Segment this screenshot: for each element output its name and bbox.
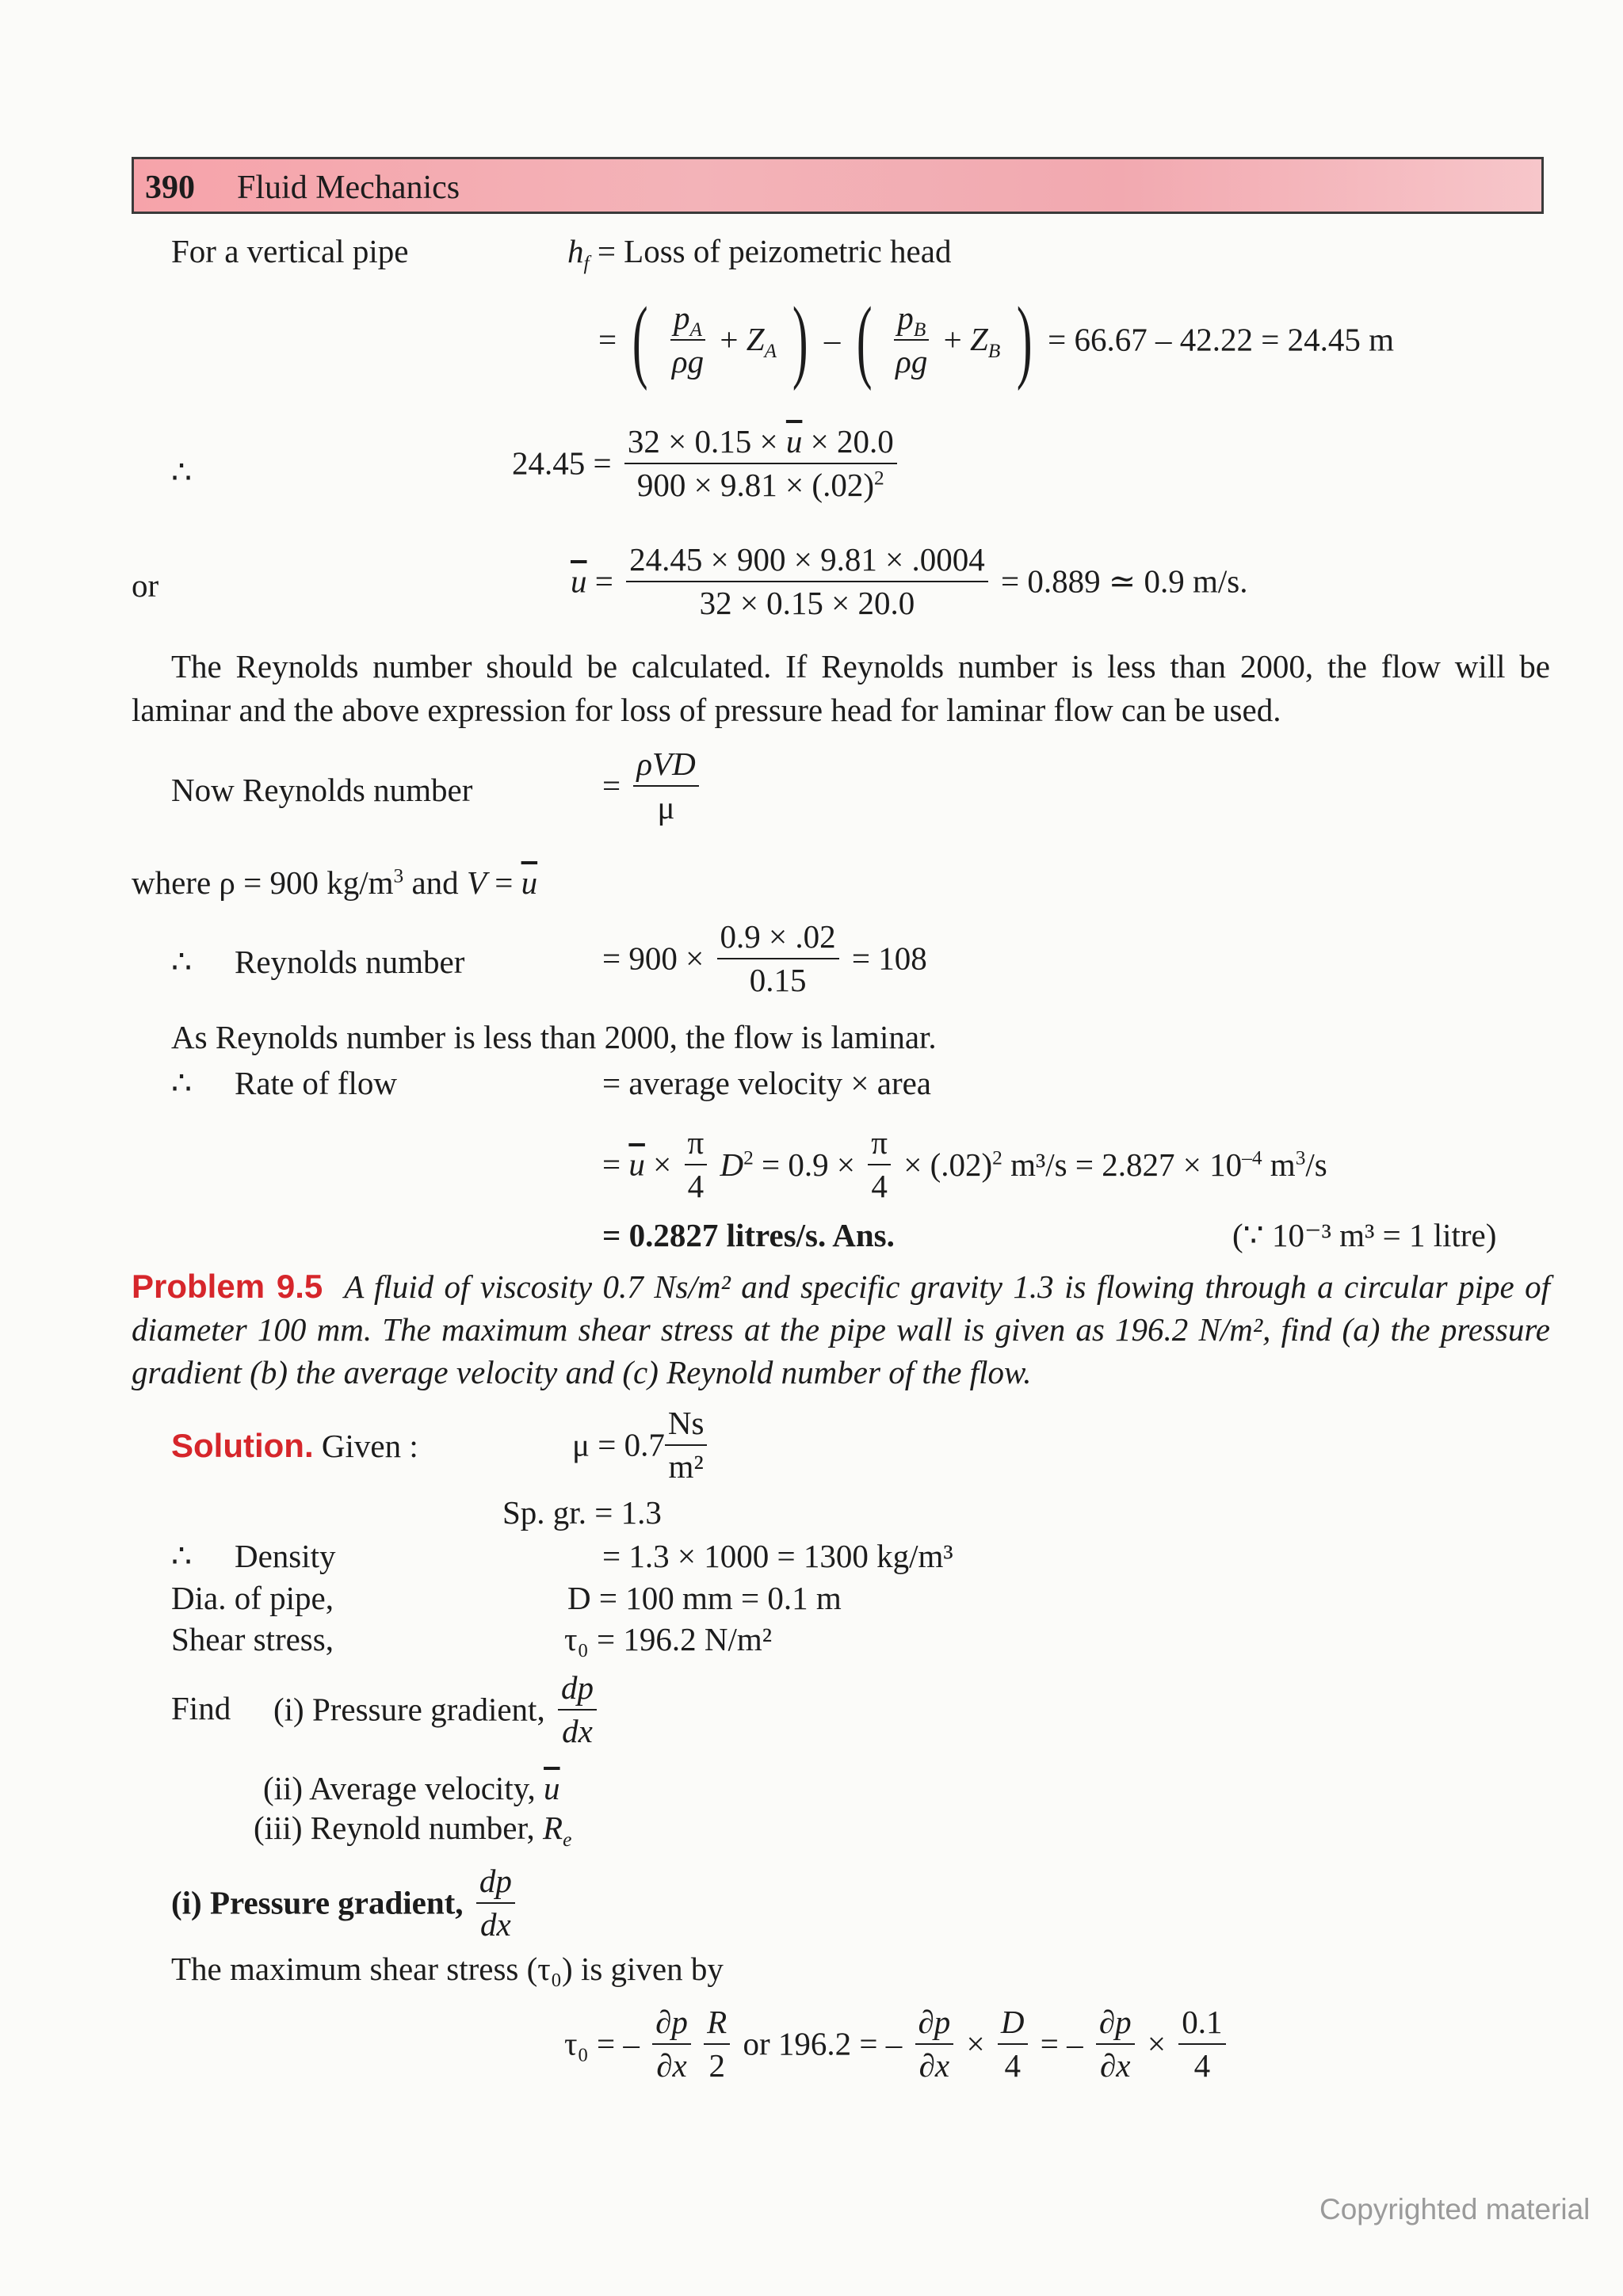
reynolds-paragraph: The Reynolds number should be calculated. If Reynolds number is less than 2000, the flow will be laminar and the above expression for loss of pressure head for laminar flow can be used. <box>132 648 1550 728</box>
now-reynolds-label: Now Reynolds number <box>171 772 473 808</box>
or-label: or <box>132 567 159 604</box>
laminar-statement: As Reynolds number is less than 2000, the flow is laminar. <box>171 1019 937 1055</box>
solution-label: Solution. <box>171 1427 314 1464</box>
rate-calculation: = $\overline{u}$ × $\frac{\pi}{4}$ $D^2 = 0.9$ × $\frac{\pi}{4}$ × $(.02)^2$ $m^3/s = 2.827 \times 10^{-4}$ $m^3/s$ <box>602 1124 1327 1205</box>
page-number: 390 <box>145 170 195 206</box>
litre-note: (∵ 10⁻³ m³ = 1 litre) <box>1232 1217 1497 1253</box>
velocity-equation: $\overline{u}$ = $\frac{24.45 \times 900 \times 9.81 \times .0004}{32 \times 0.15 \times 20.0}$ = 0.889 ≃ 0.9 m/s. <box>571 541 1248 622</box>
max-shear-statement: The maximum shear stress (τ₀) is given by <box>171 1951 724 1987</box>
loss-equation: 24.45 = $\frac{32 \times 0.15 \times \overline{u} \times 20.0}{900 \times 9.81 \times (.02)^2}$ <box>512 422 902 505</box>
shear-value: τ₀ = 196.2 N/m² <box>564 1621 773 1657</box>
viscosity-given: μ = 0.7 $\frac{Ns}{\text{m²}}$ <box>572 1404 712 1486</box>
copyright-watermark: Copyrighted material <box>1319 2193 1591 2225</box>
reynolds-calculation: = 900 × $\frac{0.9 \times .02}{0.15}$ = 108 <box>602 918 927 999</box>
problem-label: Problem 9.5 <box>132 1268 323 1305</box>
therefore-symbol: ∴ <box>171 944 193 980</box>
problem-statement <box>132 1265 1550 1394</box>
diameter-label: Dia. of pipe, <box>171 1580 334 1616</box>
shear-stress-equation: τ₀ = – $\frac{\partial p}{\partial x}$ $\frac{R}{2}$ or 196.2 = – $\frac{\partial p}{\partial x}$ × $\frac{D}{4}$ = – $\frac{\partial p}{\partial x}$ × $\frac{0.1}{4}$ <box>564 2003 1231 2085</box>
page-header <box>132 157 1544 214</box>
shear-label: Shear stress, <box>171 1621 334 1657</box>
rate-of-flow-label: Rate of flow <box>235 1065 397 1101</box>
therefore-symbol: ∴ <box>171 1538 193 1574</box>
running-title: Fluid Mechanics <box>237 170 460 206</box>
where-line: where ρ = 900 $kg/m^3$ and $V = \overline{u}$ <box>132 864 538 901</box>
rate-definition: = average velocity × area <box>602 1065 932 1101</box>
density-value: = 1.3 × 1000 = 1300 kg/m³ <box>602 1538 953 1574</box>
find-label: Find <box>171 1690 231 1726</box>
reynolds-number-label: Reynolds number <box>235 944 465 980</box>
find-pressure-gradient: (i) Pressure gradient, $\frac{dp}{dx}$ <box>273 1669 601 1751</box>
reynolds-formula: = $\frac{\text{ρVD}}{\mu}$ <box>602 745 704 827</box>
head-difference-equation: = ( $\frac{p_A}{\rho g}$ + $Z_A$ ) – ( $\frac{p_B}{\rho g}$ + $Z_B$ ) = 66.67 – 42.22 = 24.45 m <box>598 288 1395 391</box>
diameter-value: D = 100 mm = 0.1 m <box>567 1580 842 1616</box>
part-i-heading: (i) Pressure gradient, $\frac{dp}{dx}$ <box>171 1862 520 1944</box>
hf-result: = 66.67 – 42.22 = 24.45 m <box>1048 321 1395 358</box>
problem-text: A fluid of viscosity 0.7 Ns/m² and specific gravity 1.3 is flowing through a circular pipe of diameter 100 mm. The maximum shear stress at the pipe wall is given as 196.2 N/m², find (a) the pressure gradient (b) the average velocity and (c) Reynold number of the flow. <box>132 1268 1550 1390</box>
rate-answer: = 0.2827 litres/s. Ans. <box>602 1217 895 1253</box>
specific-gravity: Sp. gr. = 1.3 <box>502 1494 662 1531</box>
find-reynold-number: (iii) Reynold number, $R_e$ <box>254 1810 572 1852</box>
find-average-velocity: (ii) Average velocity, $\overline{u}$ <box>263 1770 560 1806</box>
vertical-pipe-label: For a vertical pipe <box>171 233 409 269</box>
hf-definition: $h_f$ = Loss of peizometric head <box>567 233 952 275</box>
density-label: Density <box>235 1538 336 1574</box>
therefore-symbol: ∴ <box>171 454 193 490</box>
therefore-symbol: ∴ <box>171 1065 193 1101</box>
solution-line: Solution. Given : <box>171 1427 418 1464</box>
